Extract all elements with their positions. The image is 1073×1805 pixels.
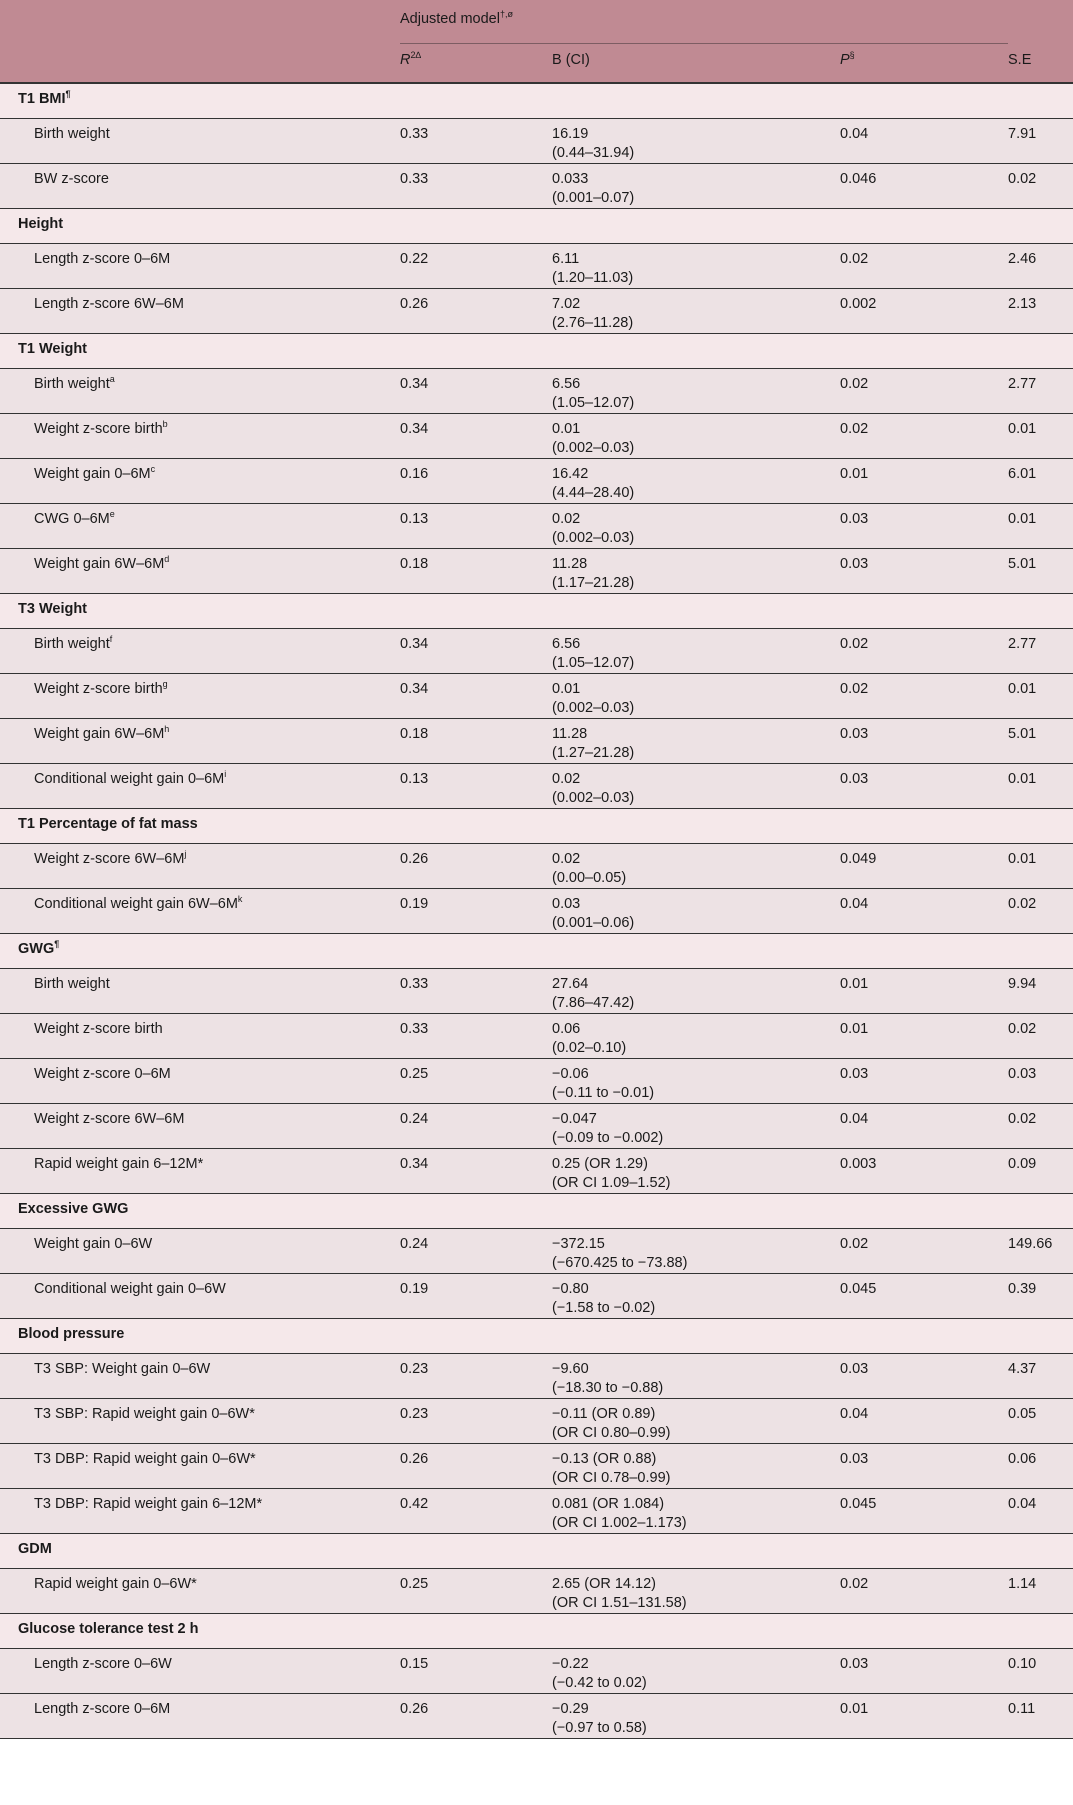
b-ci-cell: −0.22 (−0.42 to 0.02) (552, 1649, 840, 1694)
table-row (0, 674, 1073, 719)
p-cell: 0.01 (840, 1694, 1008, 1739)
section-title: GDM (0, 1534, 1073, 1569)
b-ci-cell: 0.081 (OR 1.084) (OR CI 1.002–1.173) (552, 1489, 840, 1534)
p-cell: 0.02 (840, 629, 1008, 674)
adjusted-model-heading: Adjusted model$^{\dagger,ø}$ (400, 9, 513, 27)
variable-cell: Birth weight (0, 969, 400, 1014)
se-cell: 0.06 (1008, 1444, 1073, 1489)
variable-cell: Length z-score 0–6W (0, 1649, 400, 1694)
variable-cell: Weight z-score $6W-6M^j$ (0, 844, 400, 889)
b-ci-cell: 0.02 (0.00–0.05) (552, 844, 840, 889)
table-row (0, 289, 1073, 334)
p-cell: 0.003 (840, 1149, 1008, 1194)
se-cell: 1.14 (1008, 1569, 1073, 1614)
section-row (0, 1319, 1073, 1354)
table-header (0, 0, 1073, 83)
r2-cell: 0.18 (400, 719, 552, 764)
b-ci-cell: 0.06 (0.02–0.10) (552, 1014, 840, 1059)
variable-cell: T3 SBP: Rapid weight gain 0–6W* (0, 1399, 400, 1444)
b-ci-cell: −0.13 (OR 0.88) (OR CI 0.78–0.99) (552, 1444, 840, 1489)
col-p: P§ (840, 44, 1008, 84)
r2-cell: 0.34 (400, 629, 552, 674)
b-ci-cell: 0.033 (0.001–0.07) (552, 164, 840, 209)
variable-cell: CWG 0–6Me (0, 504, 400, 549)
b-ci-cell: 0.01 (0.002–0.03) (552, 674, 840, 719)
variable-cell: T3 DBP: Rapid weight gain 0–6W* (0, 1444, 400, 1489)
variable-cell: Weight gain 0–6W (0, 1229, 400, 1274)
table-row (0, 1569, 1073, 1614)
p-cell: 0.046 (840, 164, 1008, 209)
b-ci-cell: −372.15 (−670.425 to −73.88) (552, 1229, 840, 1274)
r2-cell: 0.16 (400, 459, 552, 504)
se-cell: 0.02 (1008, 889, 1073, 934)
r2-cell: 0.33 (400, 969, 552, 1014)
p-cell: 0.02 (840, 369, 1008, 414)
variable-cell: Weight z-score birth$^b$ (0, 414, 400, 459)
se-cell: 0.11 (1008, 1694, 1073, 1739)
table-row (0, 764, 1073, 809)
variable-cell: Conditional weight gain $0-6M^i$ (0, 764, 400, 809)
table-row (0, 1149, 1073, 1194)
variable-cell: T3 SBP: Weight gain 0–6W (0, 1354, 400, 1399)
table-row (0, 369, 1073, 414)
table-row (0, 1399, 1073, 1444)
r2-cell: 0.19 (400, 889, 552, 934)
variable-cell: Birth weight$^a$ (0, 369, 400, 414)
r2-cell: 0.33 (400, 119, 552, 164)
variable-cell: Weight gain $0-6M^c$ (0, 459, 400, 504)
b-ci-cell: 7.02 (2.76–11.28) (552, 289, 840, 334)
section-row (0, 334, 1073, 369)
se-cell: 0.01 (1008, 674, 1073, 719)
b-ci-cell: 0.02 (0.002–0.03) (552, 764, 840, 809)
table-row (0, 629, 1073, 674)
b-ci-cell: 11.28 (1.17–21.28) (552, 549, 840, 594)
p-cell: 0.01 (840, 969, 1008, 1014)
b-ci-cell: 0.25 (OR 1.29) (OR CI 1.09–1.52) (552, 1149, 840, 1194)
b-ci-cell: 11.28 (1.27–21.28) (552, 719, 840, 764)
b-ci-cell: 2.65 (OR 14.12) (OR CI 1.51–131.58) (552, 1569, 840, 1614)
section-title: GWG¶ (0, 934, 1073, 969)
p-cell: 0.03 (840, 1059, 1008, 1104)
section-title: T1 Weight (0, 334, 1073, 369)
r2-cell: 0.34 (400, 369, 552, 414)
r2-cell: 0.34 (400, 674, 552, 719)
p-cell: 0.04 (840, 889, 1008, 934)
variable-cell: Length z-score 0–6M (0, 244, 400, 289)
variable-cell: Weight z-score 6W–6M (0, 1104, 400, 1149)
se-cell: 0.05 (1008, 1399, 1073, 1444)
table-row (0, 969, 1073, 1014)
p-cell: 0.03 (840, 764, 1008, 809)
r2-cell: 0.33 (400, 1014, 552, 1059)
b-ci-cell: 27.64 (7.86–47.42) (552, 969, 840, 1014)
p-cell: 0.045 (840, 1489, 1008, 1534)
p-cell: 0.03 (840, 719, 1008, 764)
p-cell: 0.02 (840, 1229, 1008, 1274)
col-r2: $R^{2\Delta}$ (400, 44, 552, 84)
table-row (0, 889, 1073, 934)
table-row (0, 1694, 1073, 1739)
table-body (0, 83, 1073, 1739)
variable-cell: Weight z-score birth$^g$ (0, 674, 400, 719)
section-title: Excessive GWG (0, 1194, 1073, 1229)
section-title: T1 Percentage of fat mass (0, 809, 1073, 844)
p-cell: 0.03 (840, 1444, 1008, 1489)
se-cell: 2.13 (1008, 289, 1073, 334)
b-ci-cell: −0.80 (−1.58 to −0.02) (552, 1274, 840, 1319)
p-cell: 0.02 (840, 1569, 1008, 1614)
table-row (0, 244, 1073, 289)
b-ci-cell: −0.29 (−0.97 to 0.58) (552, 1694, 840, 1739)
p-cell: 0.01 (840, 1014, 1008, 1059)
table-row (0, 1014, 1073, 1059)
table-row (0, 844, 1073, 889)
section-row (0, 1614, 1073, 1649)
se-cell: 0.01 (1008, 504, 1073, 549)
r2-cell: 0.19 (400, 1274, 552, 1319)
r2-cell: 0.18 (400, 549, 552, 594)
variable-cell: Birth weight (0, 119, 400, 164)
r2-cell: 0.25 (400, 1059, 552, 1104)
table-row (0, 164, 1073, 209)
table-row (0, 504, 1073, 549)
se-cell: 6.01 (1008, 459, 1073, 504)
se-cell: 4.37 (1008, 1354, 1073, 1399)
r2-cell: 0.33 (400, 164, 552, 209)
r2-cell: 0.13 (400, 764, 552, 809)
p-cell: 0.01 (840, 459, 1008, 504)
r2-cell: 0.26 (400, 844, 552, 889)
section-row (0, 809, 1073, 844)
se-cell: 2.77 (1008, 629, 1073, 674)
section-title: Blood pressure (0, 1319, 1073, 1354)
r2-cell: 0.26 (400, 289, 552, 334)
r2-cell: 0.23 (400, 1399, 552, 1444)
variable-cell: T3 DBP: Rapid weight gain 6–12M* (0, 1489, 400, 1534)
se-cell: 0.01 (1008, 414, 1073, 459)
r2-cell: 0.42 (400, 1489, 552, 1534)
b-ci-cell: 16.42 (4.44–28.40) (552, 459, 840, 504)
se-cell: 0.03 (1008, 1059, 1073, 1104)
variable-cell: Conditional weight gain 0–6W (0, 1274, 400, 1319)
variable-cell: Length z-score 0–6M (0, 1694, 400, 1739)
variable-cell: Rapid weight gain 0–6W* (0, 1569, 400, 1614)
p-cell: 0.02 (840, 244, 1008, 289)
r2-cell: 0.25 (400, 1569, 552, 1614)
table-row (0, 1274, 1073, 1319)
r2-cell: 0.13 (400, 504, 552, 549)
se-cell: 0.02 (1008, 1014, 1073, 1059)
r2-cell: 0.34 (400, 414, 552, 459)
section-row (0, 209, 1073, 244)
se-cell: 9.94 (1008, 969, 1073, 1014)
table-row (0, 1489, 1073, 1534)
se-cell: 2.46 (1008, 244, 1073, 289)
p-cell: 0.03 (840, 1354, 1008, 1399)
p-cell: 0.04 (840, 119, 1008, 164)
variable-cell: Weight z-score birth (0, 1014, 400, 1059)
b-ci-cell: −0.047 (−0.09 to −0.002) (552, 1104, 840, 1149)
col-se: S.E (1008, 44, 1073, 84)
b-ci-cell: −0.06 (−0.11 to −0.01) (552, 1059, 840, 1104)
se-cell: 7.91 (1008, 119, 1073, 164)
b-ci-cell: −0.11 (OR 0.89) (OR CI 0.80–0.99) (552, 1399, 840, 1444)
b-ci-cell: 6.56 (1.05–12.07) (552, 629, 840, 674)
section-row (0, 934, 1073, 969)
p-cell: 0.049 (840, 844, 1008, 889)
se-cell: 0.02 (1008, 1104, 1073, 1149)
variable-cell: BW z-score (0, 164, 400, 209)
se-cell: 5.01 (1008, 719, 1073, 764)
table-row (0, 459, 1073, 504)
section-row (0, 1534, 1073, 1569)
table-row (0, 1649, 1073, 1694)
table-row (0, 414, 1073, 459)
variable-cell: Weight gain $6W-6M^d$ (0, 549, 400, 594)
p-cell: 0.002 (840, 289, 1008, 334)
p-cell: 0.045 (840, 1274, 1008, 1319)
section-row (0, 1194, 1073, 1229)
b-ci-cell: 0.01 (0.002–0.03) (552, 414, 840, 459)
se-cell: 0.02 (1008, 164, 1073, 209)
variable-cell: Weight gain $6W-6M^h$ (0, 719, 400, 764)
table-row (0, 1059, 1073, 1104)
p-cell: 0.02 (840, 674, 1008, 719)
b-ci-cell: −9.60 (−18.30 to −0.88) (552, 1354, 840, 1399)
r2-cell: 0.26 (400, 1444, 552, 1489)
se-cell: 0.10 (1008, 1649, 1073, 1694)
p-cell: 0.03 (840, 504, 1008, 549)
p-cell: 0.02 (840, 414, 1008, 459)
r2-cell: 0.24 (400, 1104, 552, 1149)
table-row (0, 1229, 1073, 1274)
table-row (0, 119, 1073, 164)
p-cell: 0.04 (840, 1399, 1008, 1444)
r2-cell: 0.15 (400, 1649, 552, 1694)
section-title: Glucose tolerance test 2 h (0, 1614, 1073, 1649)
b-ci-cell: 16.19 (0.44–31.94) (552, 119, 840, 164)
section-row (0, 83, 1073, 119)
variable-cell: Conditional weight gain $6W-6M^k$ (0, 889, 400, 934)
section-row (0, 594, 1073, 629)
se-cell: 5.01 (1008, 549, 1073, 594)
section-title: T3 Weight (0, 594, 1073, 629)
b-ci-cell: 0.02 (0.002–0.03) (552, 504, 840, 549)
p-cell: 0.03 (840, 549, 1008, 594)
r2-cell: 0.34 (400, 1149, 552, 1194)
table-row (0, 1354, 1073, 1399)
se-cell: 149.66 (1008, 1229, 1073, 1274)
r2-cell: 0.26 (400, 1694, 552, 1739)
se-cell: 0.39 (1008, 1274, 1073, 1319)
table-row (0, 549, 1073, 594)
se-cell: 0.01 (1008, 764, 1073, 809)
b-ci-cell: 0.03 (0.001–0.06) (552, 889, 840, 934)
table-row (0, 719, 1073, 764)
se-cell: 0.04 (1008, 1489, 1073, 1534)
variable-cell: Weight z-score 0–6M (0, 1059, 400, 1104)
se-cell: 0.01 (1008, 844, 1073, 889)
variable-cell: Length z-score 6W–6M (0, 289, 400, 334)
section-title: T1 BMI¶ (0, 83, 1073, 119)
se-cell: 2.77 (1008, 369, 1073, 414)
table-row (0, 1444, 1073, 1489)
r2-cell: 0.22 (400, 244, 552, 289)
r2-cell: 0.24 (400, 1229, 552, 1274)
p-cell: 0.03 (840, 1649, 1008, 1694)
variable-cell: Rapid weight gain 6–12M* (0, 1149, 400, 1194)
b-ci-cell: 6.11 (1.20–11.03) (552, 244, 840, 289)
section-title: Height (0, 209, 1073, 244)
table-row (0, 1104, 1073, 1149)
se-cell: 0.09 (1008, 1149, 1073, 1194)
variable-cell: Birth weight$^f$ (0, 629, 400, 674)
b-ci-cell: 6.56 (1.05–12.07) (552, 369, 840, 414)
col-b-ci: B (CI) (552, 44, 840, 84)
r2-cell: 0.23 (400, 1354, 552, 1399)
p-cell: 0.04 (840, 1104, 1008, 1149)
